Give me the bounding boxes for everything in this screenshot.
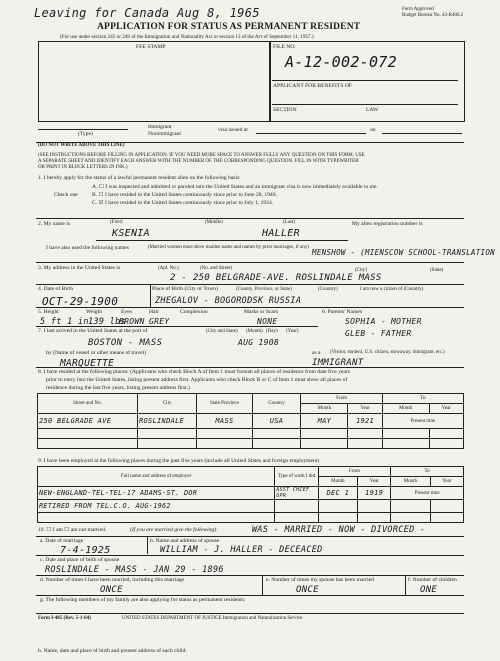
instructions-line-1: (SEE INSTRUCTIONS BEFORE FILLING IN APPLICATION. IF YOU NEED MORE SPACE TO ANSWER FULLY ANY QUESTION ON THIS FORM, USE [38, 153, 365, 158]
hair-value: GREY [149, 317, 170, 326]
employment-col-from: From [318, 467, 391, 477]
residence-col-to: To [382, 394, 463, 404]
residence-state: MASS [197, 414, 252, 429]
fee-stamp-box [38, 41, 271, 122]
date-of-birth: OCT-29-1900 [42, 295, 119, 308]
place-of-birth: ZHEGALOV - BOGORODSK RUSSIA [155, 296, 302, 306]
arrival-day-label: (Day) [266, 329, 278, 334]
city-label: (City) [355, 268, 367, 273]
employment-col-from-month: Month [318, 477, 357, 487]
department-line: UNITED STATES DEPARTMENT OF JUSTICE Immigration and Naturalization Service [122, 616, 303, 621]
employment-col-to: To [391, 467, 464, 477]
employment-col-employer: Full name and address of employer [38, 467, 275, 487]
arrival-year-label: (Year) [286, 329, 299, 334]
fee-stamp-label: FEE STAMP [136, 44, 166, 50]
height-value: 5 ft 1 in [40, 317, 89, 327]
residence-table [37, 393, 464, 449]
budget-bureau: Budget Bureau No. 43-R400.2 [402, 13, 464, 18]
arrival-city-state-label: (City and State) [206, 329, 238, 334]
middle-name-label: (Middle) [205, 220, 223, 225]
visa-issued-at-label: visa issued at [218, 127, 248, 133]
mother-name: SOPHIA - MOTHER [345, 317, 422, 326]
do-not-write-notice: (DO NOT WRITE ABOVE THIS LINE) [38, 143, 125, 148]
arrival-date: AUG 1908 [238, 338, 279, 347]
spouse-times-married: ONCE [296, 585, 319, 595]
option-a: A. ☐ I was inspected and admitted or paroled into the United States and an immigrant visa is now immediately available to me. [92, 184, 378, 190]
spouse-birth: ROSLINDALE - MASS - JAN 29 - 1896 [45, 565, 224, 575]
residence-col-state: State Province [197, 394, 252, 414]
law-label: LAW [366, 107, 379, 113]
spouse-times-married-label: e. Number of times my spouse has been married [266, 577, 374, 583]
form-approved: Form Approved [402, 7, 434, 12]
handwritten-note: Leaving for Canada Aug 8, 1965 [34, 6, 260, 20]
table-row [38, 414, 464, 429]
employment-col-to-year: Year [430, 477, 463, 487]
employment-from-month-1: DEC 1 [318, 487, 357, 500]
vessel-name: MARQUETTE [60, 358, 115, 369]
item10-label: 10. ☐ I am ☐ am not married. [38, 527, 107, 533]
times-married-label: d. Number of times I have been married, including this marriage [40, 577, 185, 583]
complexion-label: Complexion [180, 309, 208, 315]
file-number: A-12-002-072 [285, 53, 397, 71]
employment-table [37, 466, 464, 523]
residence-col-country: Country [252, 394, 301, 414]
residence-from-year: 1921 [348, 414, 382, 429]
visa-type-label: (Type) [78, 131, 93, 137]
pob-label: Place of Birth (City or Town) [152, 286, 218, 292]
citizen-label: I am now a citizen of (Country) [360, 287, 424, 292]
employment-to-present: Present time [391, 487, 464, 500]
nonimmigrant-label: Nonimmigrant [148, 131, 181, 137]
father-name: GLEB - FATHER [345, 329, 412, 338]
option-c: C. ☑ I have resided in the United States continuously since prior to July 1, 1924. [92, 200, 274, 206]
employment-from-year-1: 1919 [357, 487, 390, 500]
arrival-month-label: (Month) [246, 329, 263, 334]
item2-label: 2. My name is [38, 221, 71, 227]
apt-label: (Apt. No.) [158, 266, 179, 271]
residence-col-street: Street and No. [38, 394, 138, 414]
employment-col-type: Type of work I did [275, 467, 318, 487]
height-label: 5. Height [38, 309, 59, 315]
residence-col-from: From [301, 394, 382, 404]
item8-label-2: prior to entry into the United States, listing present address first. Applicants who check Block B or C of Item 1 must show all places of [46, 377, 348, 383]
instructions-line-3: OR PRINT IN BLOCK LETTERS IN INK.) [38, 165, 128, 170]
immigrant-label: Immigrant [148, 124, 172, 130]
item3-label: 3. My address in the United States is [38, 265, 121, 271]
street-label: (No. and Street) [200, 266, 233, 271]
employment-type-1: ASST CHIEF OPR [275, 487, 318, 500]
weight-label: Weight [86, 309, 103, 315]
section-label: SECTION [273, 107, 297, 113]
applicant-for-benefits: APPLICANT FOR BENEFITS OF [273, 83, 353, 89]
residence-to-present: Present time [382, 414, 463, 429]
instructions-line-2: A SEPARATE SHEET AND IDENTIFY EACH ANSWER WITH THE NUMBER OF THE CORRESPONDING QUESTION. FILL IN WITH TYPEWRITER [38, 159, 359, 164]
residence-from-month: MAY [301, 414, 348, 429]
eyes-value: BROWN [119, 317, 145, 326]
spouse-name-label: b. Name and address of spouse [150, 538, 220, 544]
hair-label: Hair [149, 309, 159, 315]
as-a-label: as a [312, 350, 321, 356]
residence-city: ROSLINDALE [137, 414, 196, 429]
other-names-label: I have also used the following names [46, 245, 129, 251]
spouse-birth-label: c. Date and place of birth of spouse [40, 557, 120, 563]
item1-label: 1. I hereby apply for the status of a lawful permanent resident alien on the following basis: [38, 175, 241, 181]
spouse-name: WILLIAM - J. HALLER - DECEACED [160, 545, 323, 555]
other-names: MENSHOW - (MIENSCOW SCHOOL-TRANSLATION [312, 248, 495, 257]
parents-label: 6. Parents' Names [322, 309, 363, 315]
visa-on-label: on [370, 127, 376, 133]
family-applying-label: g. The following members of my family are also applying for status as permanent residents: [40, 597, 246, 603]
arrival-port: BOSTON - MASS [88, 338, 163, 348]
arrival-status: IMMIGRANT [312, 358, 364, 368]
residence-col-from-year: Year [348, 404, 382, 414]
file-number-label: FILE NO. [273, 44, 296, 50]
dob-label: 4. Date of Birth [38, 286, 74, 292]
employment-col-from-year: Year [357, 477, 390, 487]
marriage-date-label: a. Date of marriage [40, 538, 84, 544]
form-title: APPLICATION FOR STATUS AS PERMANENT RESIDENT [97, 22, 361, 32]
item8-label-1: 8. I have resided at the following places: (Applicants who check Block A of Item 1 must furnish all places of residence from date five years [38, 369, 350, 375]
check-one-label: Check one [54, 192, 78, 198]
children-count-label: f. Number of children [408, 577, 457, 583]
marriage-date: 7-4-1925 [60, 545, 111, 556]
times-married: ONCE [100, 585, 123, 595]
item10-note: (If you are married give the following): [130, 527, 219, 533]
employer-1: NEW-ENGLAND-TEL-TEL-17 ADAMS-ST. DOR [38, 487, 275, 500]
form-subtitle: (For use under section 245 or 249 of the Immigration and Nationality Act or section 13 of the Act of September 11, 1957.) [60, 34, 314, 40]
first-name-label: (First) [110, 220, 123, 225]
item9-label: 9. I have been employed at the following places during the past five years (include all United States and foreign employment) [38, 458, 320, 464]
table-row [38, 500, 464, 513]
weight-value: 139 lbs [88, 317, 126, 327]
children-count: ONE [420, 585, 438, 595]
vessel-label: by (Name of vessel or other means of travel) [46, 350, 147, 356]
last-name: HALLER [262, 228, 300, 239]
alien-number-label: My alien registration number is [352, 221, 423, 227]
state-label: (State) [430, 268, 444, 273]
form-number: Form I-485 (Rev. 5-1-64) [38, 616, 91, 621]
employment-col-to-month: Month [391, 477, 430, 487]
residence-street: 250 BELGRADE AVE [38, 414, 138, 429]
visitor-note: (Visitor, student, U.S. citizen, stowaway, immigrant, etc.) [330, 350, 445, 355]
marks-label: Marks or Scars [244, 309, 278, 315]
residence-col-to-month: Month [382, 404, 429, 414]
item7-label: 7. I last arrived in the United States at the port of [38, 328, 148, 334]
marks-value: NONE [257, 317, 278, 326]
marital-status: WAS - MARRIED - NOW - DIVORCED - [252, 525, 426, 535]
last-name-label: (Last) [283, 220, 295, 225]
us-address: 2 - 250 BELGRADE-AVE. ROSLINDALE MASS [170, 273, 382, 283]
other-names-note: (Married women must show maiden name and names by prior marriages, if any) [148, 245, 309, 250]
country-label: (Country) [318, 287, 338, 292]
residence-col-city: City [137, 394, 196, 414]
children-details-label: h. Name, date and place of birth and present address of each child: [38, 648, 187, 654]
first-name: KSENIA [112, 228, 150, 239]
eyes-label: Eyes [121, 309, 132, 315]
residence-col-from-month: Month [301, 404, 348, 414]
item8-label-3: residence during the last five years, listing present address first.) [46, 385, 190, 391]
residence-col-to-year: Year [429, 404, 463, 414]
county-label: (County, Province, or State) [236, 287, 292, 292]
employer-2: RETIRED FROM TEL.C.O. AUG-1962 [38, 500, 275, 513]
table-row [38, 487, 464, 500]
option-b: B. ☐ I have resided in the United States continuously since prior to June 28, 1940. [92, 192, 277, 198]
residence-country: USA [252, 414, 301, 429]
